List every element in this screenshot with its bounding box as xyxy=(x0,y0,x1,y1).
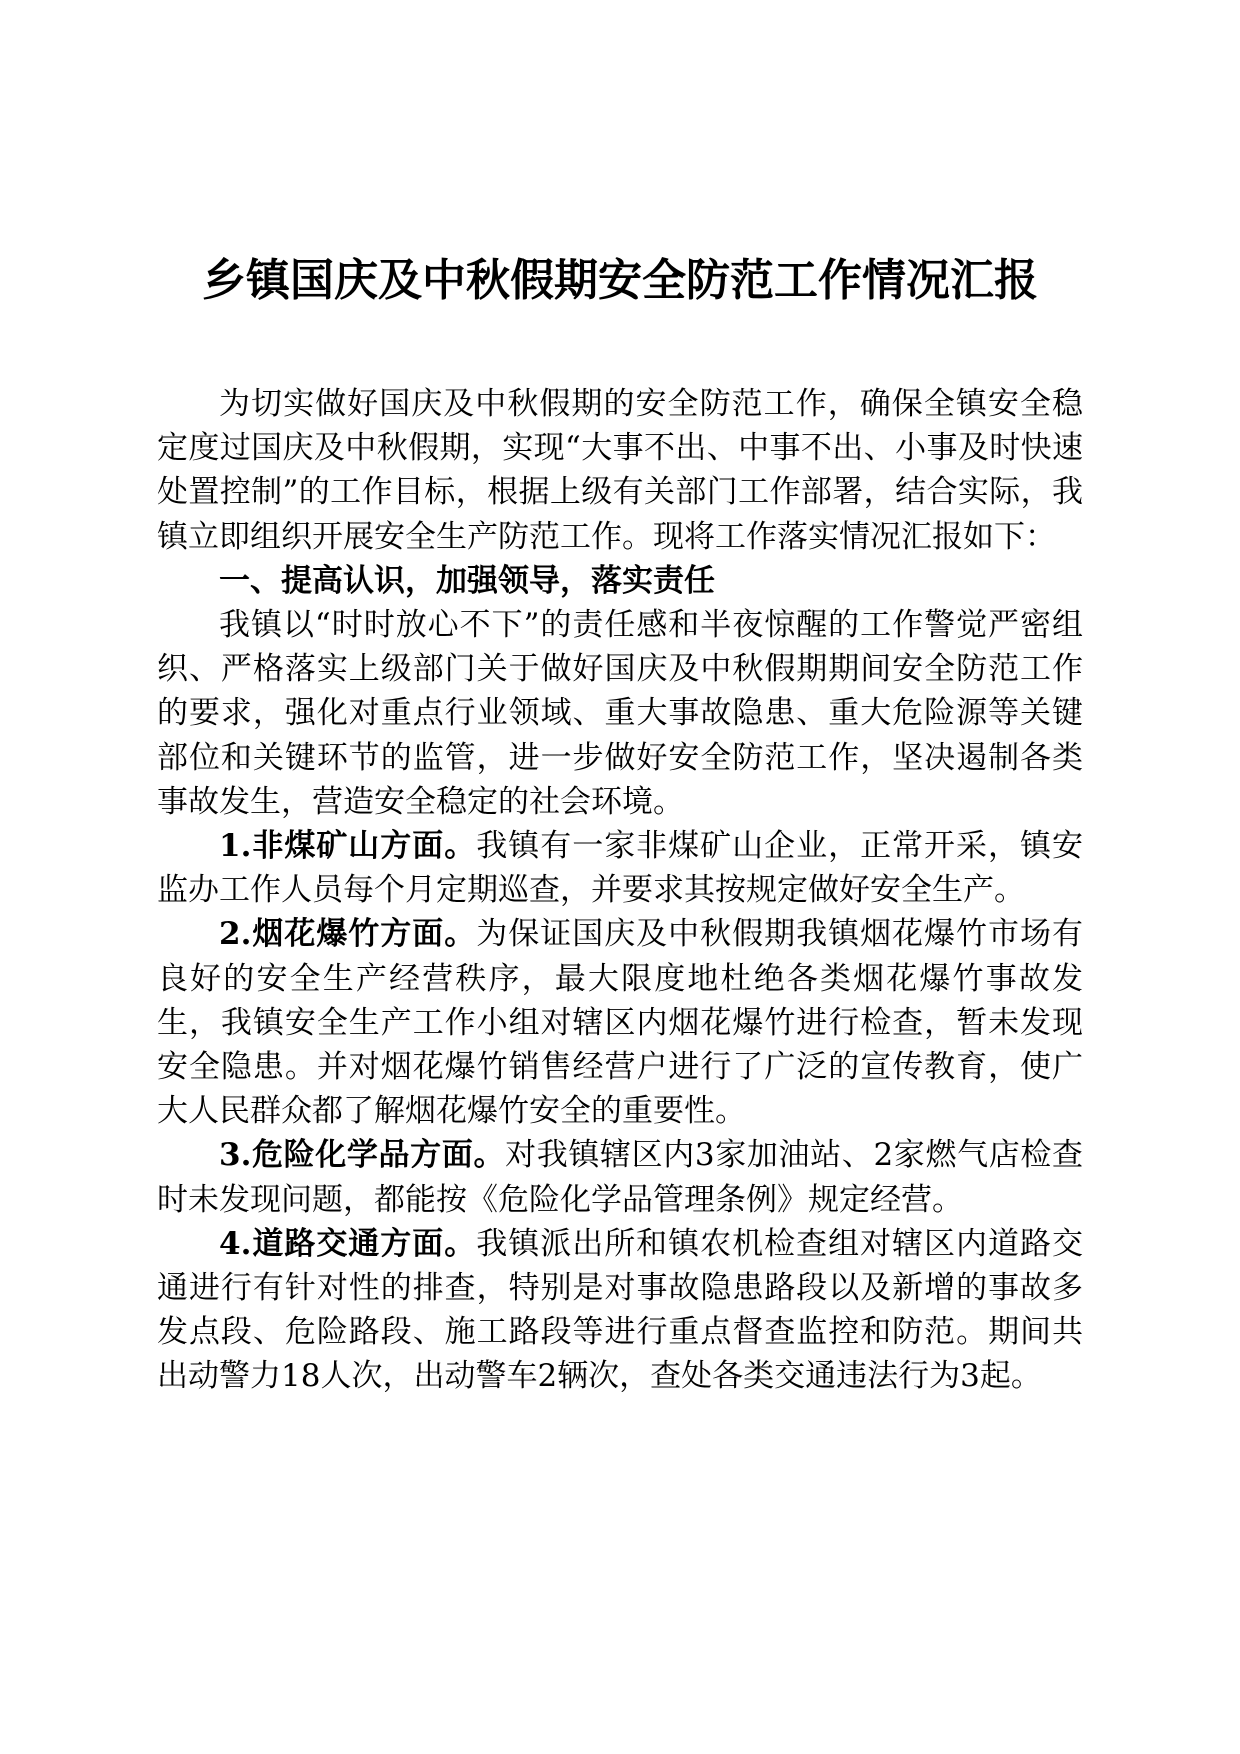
item-paragraph-3 xyxy=(157,1133,1083,1221)
document-title: 乡镇国庆及中秋假期安全防范工作情况汇报 xyxy=(202,255,1038,306)
item-text-2: 为保证国庆及中秋假期我镇烟花爆竹市场有良好的安全生产经营秩序，最大限度地杜绝各类烟花爆竹事故发生，我镇安全生产工作小组对辖区内烟花爆竹进行检查，暂未发现安全隐患。并对烟花爆竹销售经营户进行了广泛的宣传教育，使广大人民群众都了解烟花爆竹安全的重要性。 xyxy=(157,916,1083,1130)
item-lead-3: 3.危险化学品方面。 xyxy=(219,1137,506,1174)
item-text-1: 我镇有一家非煤矿山企业，正常开采，镇安监办工作人员每个月定期巡查，并要求其按规定做好安全生产。 xyxy=(157,828,1083,909)
item-text-3: 对我镇辖区内3家加油站、2家燃气店检查时未发现问题，都能按《危险化学品管理条例》规定经营。 xyxy=(157,1137,1083,1218)
item-paragraph-1 xyxy=(157,824,1083,912)
item-lead-2: 2.烟花爆竹方面。 xyxy=(219,916,477,953)
item-paragraph-4 xyxy=(157,1222,1083,1399)
document-body xyxy=(157,382,1083,1399)
item-paragraph-2 xyxy=(157,912,1083,1133)
section-heading-1: 一、提高认识，加强领导，落实责任 xyxy=(219,562,715,599)
document-page xyxy=(157,0,1083,1399)
item-text-4: 我镇派出所和镇农机检查组对辖区内道路交通进行有针对性的排查，特别是对事故隐患路段以及新增的事故多发点段、危险路段、施工路段等进行重点督查监控和防范。期间共出动警力18人次，出动警车2辆次，查处各类交通违法行为3起。 xyxy=(157,1225,1083,1395)
item-lead-1: 1.非煤矿山方面。 xyxy=(219,828,477,865)
intro-paragraph: 为切实做好国庆及中秋假期的安全防范工作，确保全镇安全稳定度过国庆及中秋假期，实现“大事不出、中事不出、小事及时快速处置控制”的工作目标，根据上级有关部门工作部署，结合实际，我镇立即组织开展安全生产防范工作。现将工作落实情况汇报如下： xyxy=(157,386,1083,555)
section-paragraph-1: 我镇以“时时放心不下”的责任感和半夜惊醒的工作警觉严密组织、严格落实上级部门关于做好国庆及中秋假期期间安全防范工作的要求，强化对重点行业领域、重大事故隐患、重大危险源等关键部位和关键环节的监管，进一步做好安全防范工作，坚决遏制各类事故发生，营造安全稳定的社会环境。 xyxy=(157,607,1083,820)
item-lead-4: 4.道路交通方面。 xyxy=(219,1225,477,1262)
